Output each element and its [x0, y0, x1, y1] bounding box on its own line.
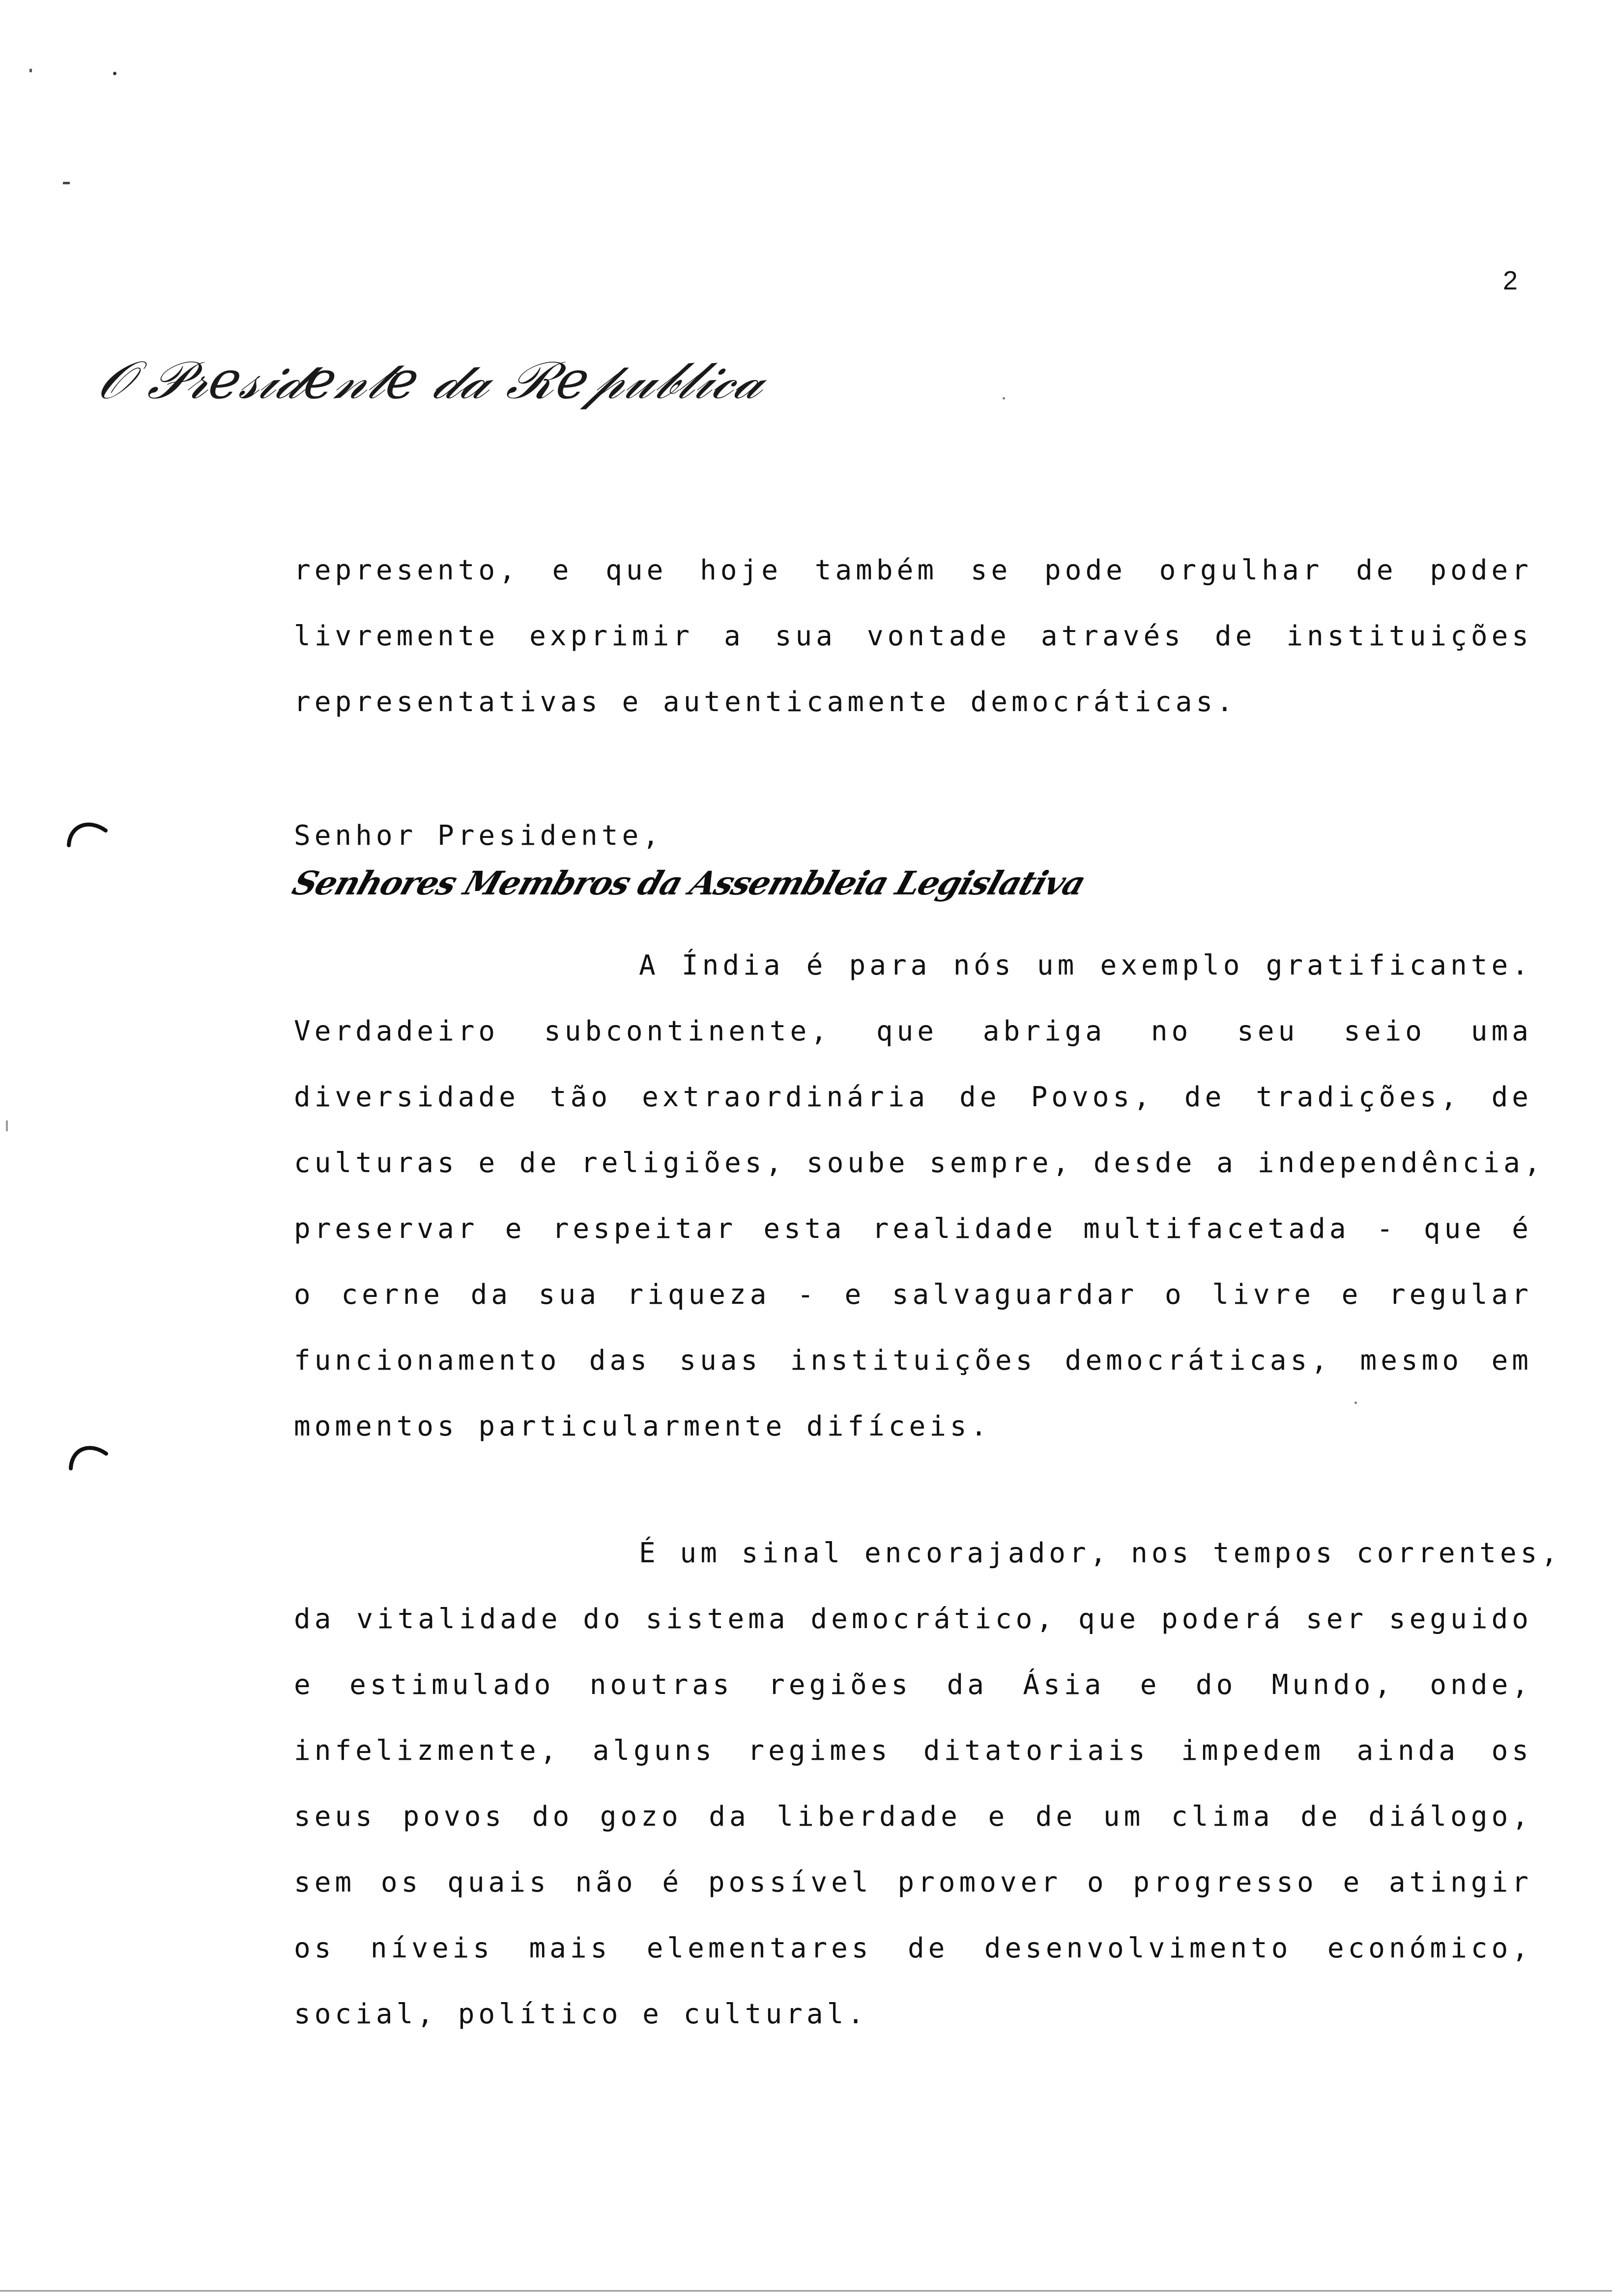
text-line: o cerne da sua riqueza - e salvaguardar o livre e regular — [294, 1279, 1532, 1311]
handwritten-annotation — [288, 850, 1090, 909]
scan-bottom-edge — [0, 2290, 1612, 2292]
salutation: Senhor Presidente, — [294, 820, 663, 852]
text-line: funcionamento das suas instituições democráticas, mesmo em — [294, 1345, 1532, 1377]
text-line: culturas e de religiões, soube sempre, desde a independência, — [294, 1147, 1545, 1179]
margin-bracket-mark — [65, 1438, 114, 1472]
svg-text:Senhores Membros da Assembleia: Senhores Membros da Assembleia Legislativa — [288, 863, 1090, 902]
text-line: e estimulado noutras regiões da Ásia e do Mundo, onde, — [294, 1669, 1532, 1701]
text-line: social, político e cultural. — [294, 1998, 868, 2030]
text-line: É um sinal encorajador, nos tempos correntes, — [639, 1537, 1562, 1569]
text-line: momentos particularmente difíceis. — [294, 1410, 991, 1442]
scan-speck — [63, 182, 70, 184]
text-line: infelizmente, alguns regimes ditatoriais impedem ainda os — [294, 1735, 1532, 1767]
text-line: diversidade tão extraordinária de Povos, de tradições, de — [294, 1081, 1532, 1113]
margin-bracket-mark — [64, 816, 113, 850]
text-line: seus povos do gozo da liberdade e de um clima de diálogo, — [294, 1801, 1532, 1833]
text-line: represento, e que hoje também se pode orgulhar de poder — [294, 554, 1532, 586]
text-line: livremente exprimir a sua vontade através de instituições — [294, 620, 1532, 652]
scan-speck — [1354, 1402, 1357, 1404]
text-line: os níveis mais elementares de desenvolvimento económico, — [294, 1932, 1532, 1964]
scan-speck — [1003, 397, 1005, 400]
svg-text:𝒪 𝒫𝓇𝑒𝓈𝒾𝒹𝑒𝓃𝓉𝑒 𝒹𝒶 ℛ: 𝒪 𝒫𝓇𝑒𝓈𝒾𝒹𝑒𝓃𝓉𝑒 𝒹𝒶 ℛ𝑒𝓅𝓊𝒷𝓁𝒾𝒸𝒶 — [93, 350, 772, 411]
page-number: 2 — [1503, 266, 1518, 295]
scan-speck — [113, 72, 116, 75]
scan-speck — [6, 1120, 8, 1131]
text-line: preservar e respeitar esta realidade multifacetada - que é — [294, 1213, 1532, 1245]
scan-speck — [29, 69, 32, 72]
letterhead-signature-logo — [93, 339, 772, 428]
text-line: da vitalidade do sistema democrático, que poderá ser seguido — [294, 1603, 1532, 1635]
text-line: A Índia é para nós um exemplo gratificante. — [639, 949, 1532, 981]
text-line: Verdadeiro subcontinente, que abriga no seu seio uma — [294, 1015, 1532, 1047]
text-line: representativas e autenticamente democráticas. — [294, 686, 1237, 718]
text-line: sem os quais não é possível promover o progresso e atingir — [294, 1866, 1532, 1898]
